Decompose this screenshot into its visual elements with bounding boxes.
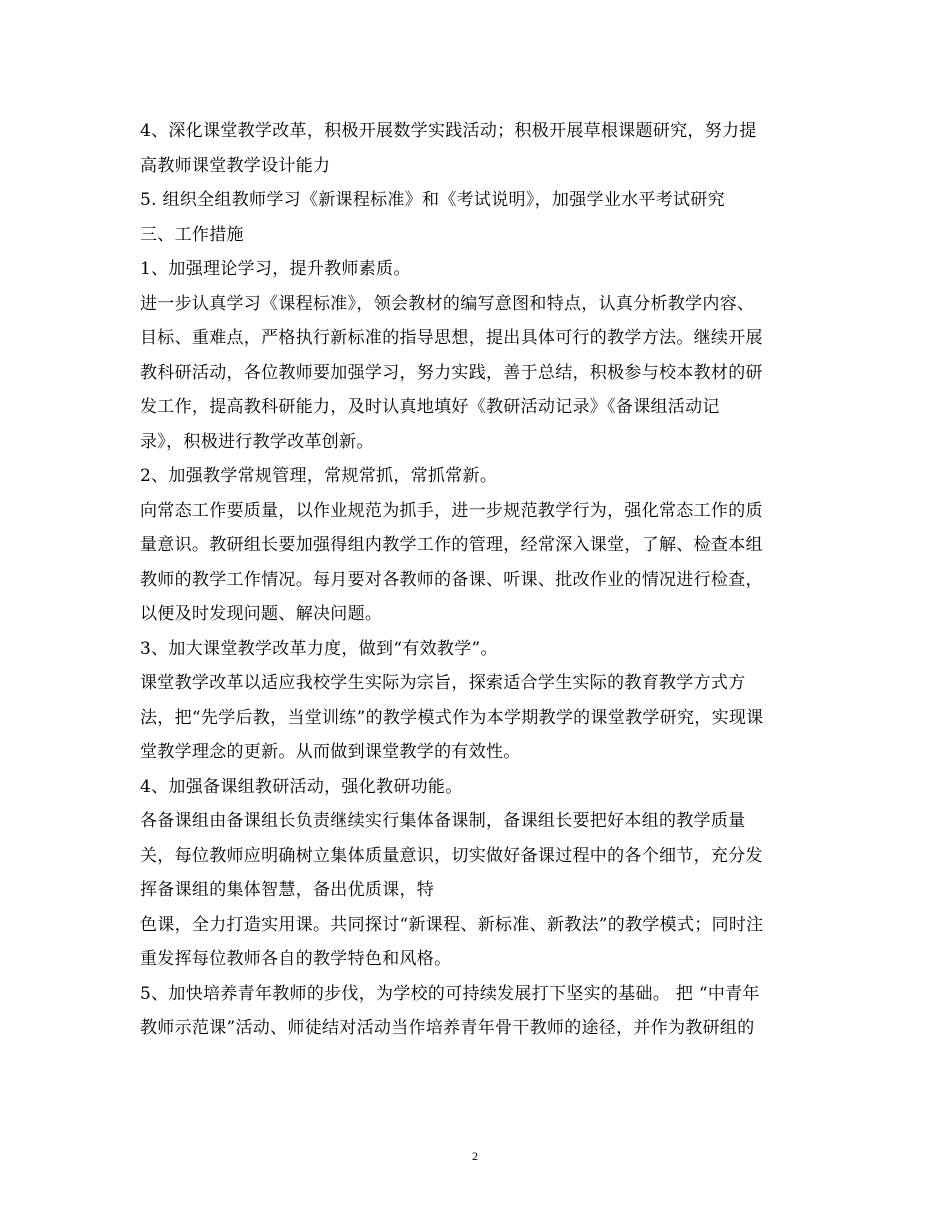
text-line: 关，每位教师应明确树立集体质量意识，切实做好备课过程中的各个细节，充分发 — [140, 845, 763, 866]
text-line: 目标、重难点，严格执行新标准的指导思想，提出具体可行的教学方法。继续开展 — [140, 328, 763, 348]
body-text — [140, 114, 820, 1046]
text-line: 5. 组织全组教师学习《新课程标准》和《考试说明》，加强学业水平考试研究 — [140, 190, 725, 210]
text-line: 法，把“先学后教，当堂训练”的教学模式作为本学期教学的课堂教学研究，实现课 — [140, 707, 764, 728]
text-line: 5、加快培养青年教师的步伐，为学校的可持续发展打下坚实的基础。 把 “中青年 — [140, 983, 760, 1004]
text-line: 3、加大课堂教学改革力度，做到“有效教学”。 — [140, 638, 498, 659]
page-number: 2 — [472, 1149, 478, 1163]
text-line: 发工作，提高教科研能力，及时认真地填好《教研活动记录》《备课组活动记 — [140, 397, 720, 417]
text-line: 色课，全力打造实用课。共同探讨“新课程、新标准、新教法”的教学模式；同时注 — [140, 914, 764, 935]
text-line: 高教师课堂教学设计能力 — [140, 155, 331, 176]
text-line: 教师的教学工作情况。每月要对各教师的备课、听课、批改作业的情况进行检查， — [140, 569, 763, 590]
text-line: 三、工作措施 — [140, 224, 244, 245]
text-line: 课堂教学改革以适应我校学生实际为宗旨，探索适合学生实际的教育教学方式方 — [140, 673, 746, 693]
text-line: 量意识。教研组长要加强得组内教学工作的管理，经常深入课堂，了解、检查本组 — [140, 535, 763, 555]
text-line: 向常态工作要质量，以作业规范为抓手，进一步规范教学行为，强化常态工作的质 — [140, 500, 763, 521]
text-line: 进一步认真学习《课程标准》，领会教材的编写意图和特点，认真分析教学内容、 — [140, 293, 755, 314]
text-line: 2、加强教学常规管理，常规常抓，常抓常新。 — [140, 466, 498, 486]
text-line: 录》，积极进行教学改革创新。 — [140, 431, 374, 452]
text-line: 教师示范课”活动、师徒结对活动当作培养青年骨干教师的途径，并作为教研组的 — [140, 1018, 755, 1038]
text-line: 重发挥每位教师各自的教学特色和风格。 — [140, 949, 452, 969]
text-line: 以便及时发现问题、解决问题。 — [140, 604, 383, 624]
text-line: 教科研活动，各位教师要加强学习，努力实践，善于总结，积极参与校本教材的研 — [140, 362, 763, 383]
text-line: 4、深化课堂教学改革，积极开展数学实践活动；积极开展草根课题研究，努力提 — [140, 121, 757, 141]
text-line: 1、加强理论学习，提升教师素质。 — [140, 259, 411, 279]
text-line: 4、加强备课组教研活动，强化教研功能。 — [140, 776, 463, 797]
text-line: 各备课组由备课组长负责继续实行集体备课制，备课组长要把好本组的教学质量 — [140, 811, 746, 831]
text-line: 挥备课组的集体智慧，备出优质课，特 — [140, 880, 435, 900]
text-line: 堂教学理念的更新。从而做到课堂教学的有效性。 — [140, 742, 521, 762]
